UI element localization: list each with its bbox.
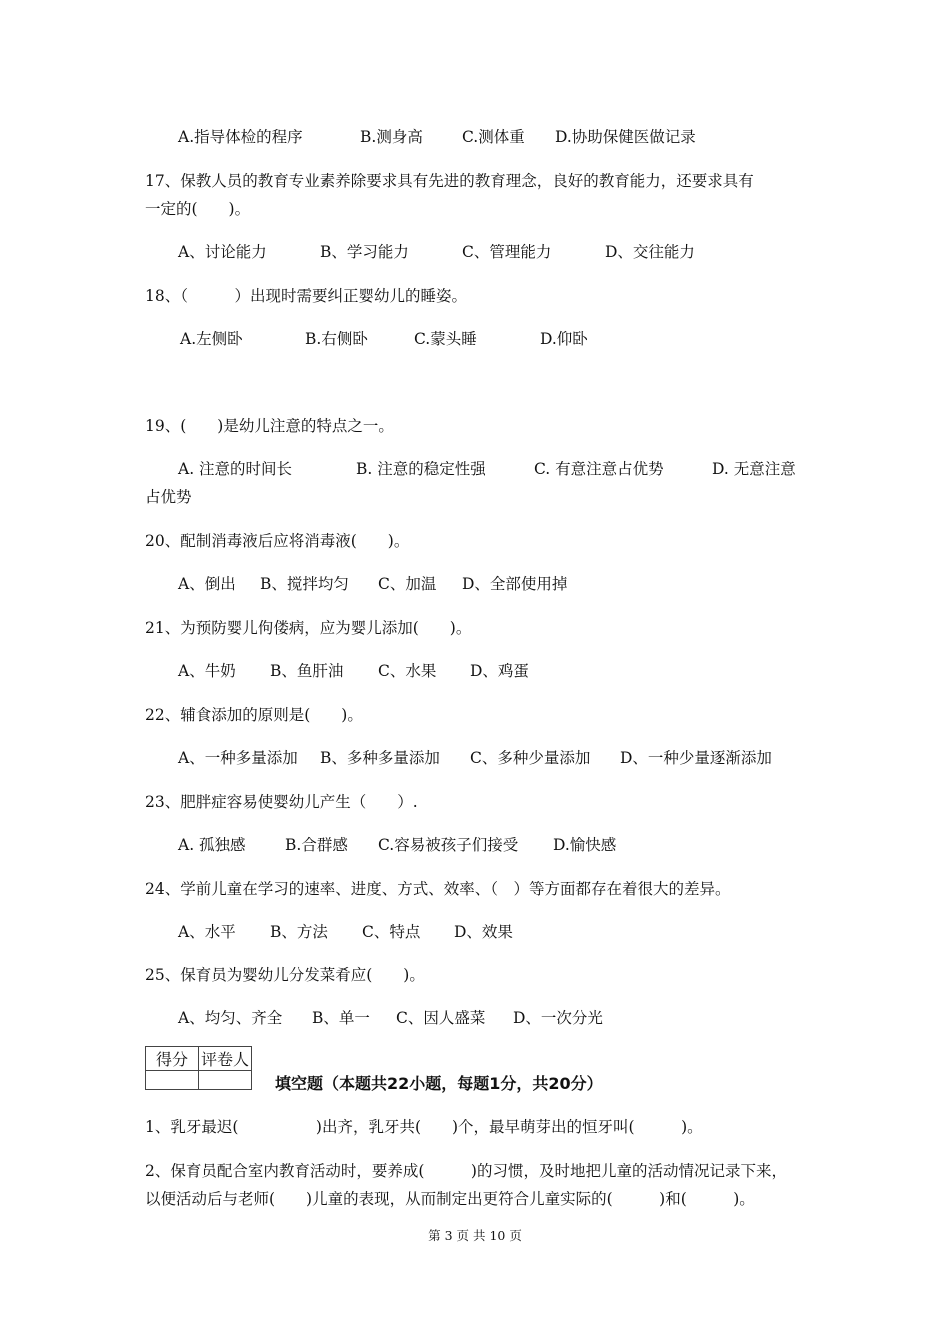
- q25-question: 25、保育员为婴幼儿分发菜肴应( )。: [145, 966, 425, 984]
- q22-option-c: C、多种少量添加: [470, 749, 591, 767]
- q19-option-d-continuation: 占优势: [145, 488, 192, 506]
- q24-question: 24、学前儿童在学习的速率、进度、方式、效率、（ ）等方面都存在着很大的差异。: [145, 880, 731, 898]
- q20-option-a: A、倒出: [178, 575, 236, 593]
- q24-option-a: A、水平: [178, 923, 236, 941]
- q18-option-c: C.蒙头睡: [414, 330, 477, 348]
- q21-option-b: B、鱼肝油: [270, 662, 344, 680]
- q25-option-a: A、均匀、齐全: [178, 1009, 283, 1027]
- q19-option-c: C. 有意注意占优势: [534, 460, 664, 478]
- q23-option-b: B.合群感: [285, 836, 348, 854]
- q17-question-line2: 一定的( )。: [145, 200, 251, 218]
- q23-option-d: D.愉快感: [553, 836, 617, 854]
- q22-option-d: D、一种少量逐渐添加: [620, 749, 772, 767]
- q17-option-b: B、学习能力: [320, 243, 409, 261]
- q18-option-b: B.右侧卧: [305, 330, 368, 348]
- q20-option-b: B、搅拌均匀: [260, 575, 349, 593]
- q21-option-d: D、鸡蛋: [470, 662, 529, 680]
- q23-question: 23、肥胖症容易使婴幼儿产生（ ）.: [145, 793, 418, 811]
- q25-option-c: C、因人盛菜: [396, 1009, 486, 1027]
- q20-option-d: D、全部使用掉: [462, 575, 568, 593]
- q25-option-b: B、单一: [312, 1009, 370, 1027]
- fill2-question-line2: 以便活动后与老师( )儿童的表现，从而制定出更符合儿童实际的( )和( )。: [145, 1190, 755, 1208]
- q25-option-d: D、一次分光: [513, 1009, 603, 1027]
- q21-option-c: C、水果: [378, 662, 437, 680]
- q17-option-c: C、管理能力: [462, 243, 552, 261]
- q22-option-a: A、一种多量添加: [178, 749, 298, 767]
- q19-option-a: A. 注意的时间长: [178, 460, 293, 478]
- q16-option-b: B.测身高: [360, 128, 423, 146]
- q22-question: 22、辅食添加的原则是( )。: [145, 706, 363, 724]
- q24-option-d: D、效果: [454, 923, 513, 941]
- q16-option-d: D.协助保健医做记录: [555, 128, 696, 146]
- q16-option-a: A.指导体检的程序: [178, 128, 303, 146]
- score-label: 得分: [146, 1047, 199, 1071]
- grader-cell: [199, 1071, 252, 1090]
- q19-option-b: B. 注意的稳定性强: [356, 460, 486, 478]
- q19-option-d: D. 无意注意: [712, 460, 796, 478]
- score-box: [145, 1046, 252, 1090]
- score-cell: [146, 1071, 199, 1090]
- q17-option-d: D、交往能力: [605, 243, 695, 261]
- page-footer: 第 3 页 共 10 页: [428, 1228, 522, 1243]
- q24-option-c: C、特点: [362, 923, 421, 941]
- q23-option-c: C.容易被孩子们接受: [378, 836, 519, 854]
- fill2-question-line1: 2、保育员配合室内教育活动时，要养成( )的习惯，及时地把儿童的活动情况记录下来，: [145, 1162, 787, 1180]
- q24-option-b: B、方法: [270, 923, 328, 941]
- q22-option-b: B、多种多量添加: [320, 749, 440, 767]
- q20-option-c: C、加温: [378, 575, 437, 593]
- section-title: 填空题（本题共22小题，每题1分，共20分）: [275, 1074, 603, 1093]
- q18-option-a: A.左侧卧: [180, 330, 243, 348]
- q21-option-a: A、牛奶: [178, 662, 236, 680]
- q21-question: 21、为预防婴儿佝偻病，应为婴儿添加( )。: [145, 619, 472, 637]
- q20-question: 20、配制消毒液后应将消毒液( )。: [145, 532, 410, 550]
- fill1-question: 1、乳牙最迟( )出齐，乳牙共( )个，最早萌芽出的恒牙叫( )。: [145, 1118, 703, 1136]
- q18-question: 18、（ ）出现时需要纠正婴幼儿的睡姿。: [145, 287, 467, 305]
- q16-option-c: C.测体重: [462, 128, 525, 146]
- q17-option-a: A、讨论能力: [178, 243, 267, 261]
- grader-label: 评卷人: [199, 1047, 252, 1071]
- q17-question-line1: 17、保教人员的教育专业素养除要求具有先进的教育理念，良好的教育能力，还要求具有: [145, 172, 754, 190]
- q23-option-a: A. 孤独感: [178, 836, 246, 854]
- q19-question: 19、( )是幼儿注意的特点之一。: [145, 417, 394, 435]
- q18-option-d: D.仰卧: [540, 330, 588, 348]
